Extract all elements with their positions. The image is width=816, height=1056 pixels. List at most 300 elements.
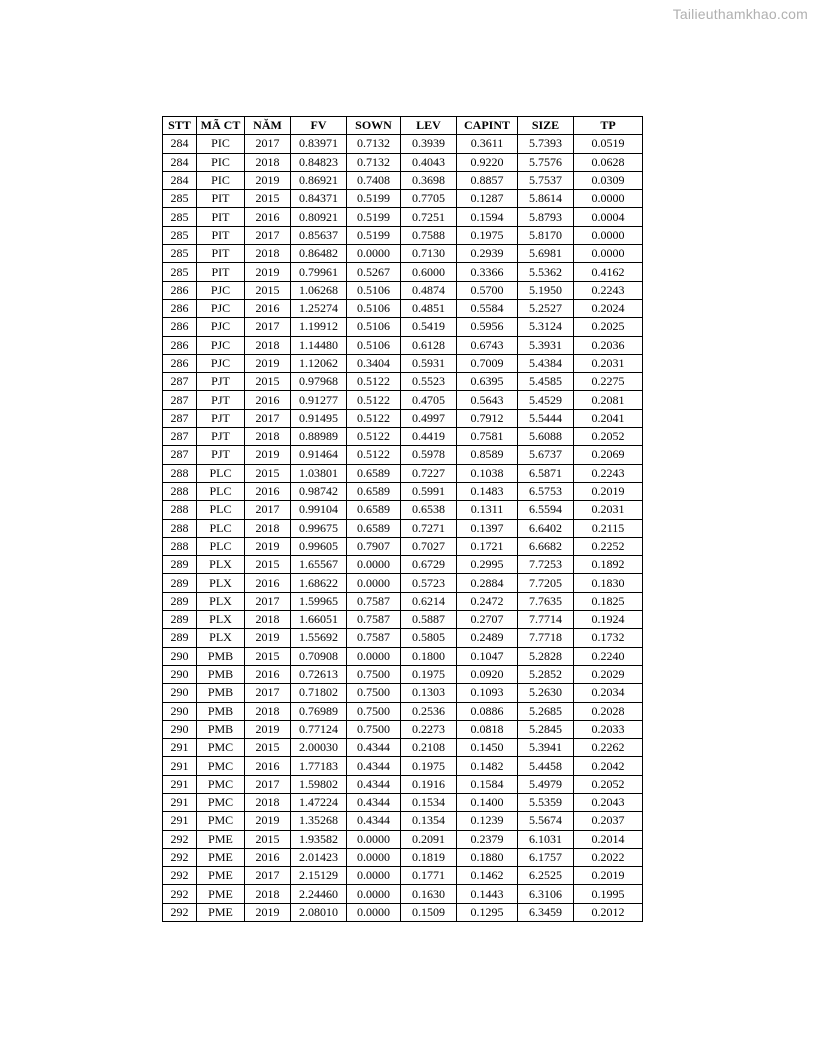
cell-fv: 0.83971 — [291, 135, 347, 153]
cell-nam: 2015 — [245, 190, 291, 208]
cell-tp: 0.2019 — [574, 482, 643, 500]
cell-ma-ct: PLC — [197, 519, 245, 537]
table-row — [163, 702, 643, 720]
cell-capint: 0.1483 — [457, 482, 518, 500]
cell-size: 6.3106 — [518, 885, 574, 903]
cell-stt: 292 — [163, 830, 197, 848]
cell-ma-ct: PIC — [197, 153, 245, 171]
cell-size: 5.5359 — [518, 793, 574, 811]
table-row — [163, 629, 643, 647]
watermark-text: Tailieuthamkhao.com — [672, 6, 808, 22]
table-row — [163, 464, 643, 482]
cell-sown: 0.5267 — [347, 263, 401, 281]
cell-tp: 0.1892 — [574, 556, 643, 574]
cell-capint: 0.1975 — [457, 226, 518, 244]
cell-lev: 0.2536 — [401, 702, 457, 720]
cell-lev: 0.5978 — [401, 446, 457, 464]
table-row — [163, 226, 643, 244]
cell-fv: 0.98742 — [291, 482, 347, 500]
cell-fv: 1.19912 — [291, 318, 347, 336]
cell-tp: 0.2069 — [574, 446, 643, 464]
cell-stt: 291 — [163, 812, 197, 830]
cell-capint: 0.1721 — [457, 537, 518, 555]
cell-fv: 0.84371 — [291, 190, 347, 208]
cell-ma-ct: PME — [197, 867, 245, 885]
cell-lev: 0.5931 — [401, 354, 457, 372]
cell-size: 5.7393 — [518, 135, 574, 153]
data-table — [162, 116, 643, 922]
cell-stt: 285 — [163, 263, 197, 281]
cell-fv: 0.97968 — [291, 373, 347, 391]
cell-capint: 0.5956 — [457, 318, 518, 336]
cell-sown: 0.7132 — [347, 135, 401, 153]
cell-ma-ct: PIT — [197, 226, 245, 244]
cell-sown: 0.5106 — [347, 318, 401, 336]
cell-fv: 1.35268 — [291, 812, 347, 830]
cell-stt: 285 — [163, 245, 197, 263]
column-header-ma-ct: MÃ CT — [197, 117, 245, 135]
table-row — [163, 739, 643, 757]
cell-stt: 287 — [163, 373, 197, 391]
cell-size: 6.2525 — [518, 867, 574, 885]
cell-tp: 0.0004 — [574, 208, 643, 226]
cell-fv: 1.55692 — [291, 629, 347, 647]
cell-stt: 288 — [163, 464, 197, 482]
cell-stt: 289 — [163, 629, 197, 647]
cell-size: 5.2845 — [518, 720, 574, 738]
cell-stt: 292 — [163, 848, 197, 866]
cell-capint: 0.8857 — [457, 171, 518, 189]
cell-ma-ct: PLC — [197, 537, 245, 555]
cell-tp: 0.2036 — [574, 336, 643, 354]
cell-nam: 2017 — [245, 684, 291, 702]
cell-tp: 0.2031 — [574, 354, 643, 372]
cell-tp: 0.4162 — [574, 263, 643, 281]
cell-capint: 0.1295 — [457, 903, 518, 921]
cell-ma-ct: PJT — [197, 391, 245, 409]
cell-nam: 2018 — [245, 611, 291, 629]
column-header-tp: TP — [574, 117, 643, 135]
cell-lev: 0.6729 — [401, 556, 457, 574]
cell-stt: 289 — [163, 611, 197, 629]
cell-tp: 0.0000 — [574, 245, 643, 263]
cell-ma-ct: PIC — [197, 171, 245, 189]
cell-size: 6.1757 — [518, 848, 574, 866]
cell-stt: 290 — [163, 720, 197, 738]
cell-stt: 289 — [163, 574, 197, 592]
cell-lev: 0.7027 — [401, 537, 457, 555]
cell-stt: 288 — [163, 482, 197, 500]
cell-capint: 0.1047 — [457, 647, 518, 665]
cell-sown: 0.5199 — [347, 190, 401, 208]
column-header-fv: FV — [291, 117, 347, 135]
cell-sown: 0.4344 — [347, 812, 401, 830]
cell-ma-ct: PJC — [197, 299, 245, 317]
table-row — [163, 757, 643, 775]
cell-fv: 1.66051 — [291, 611, 347, 629]
column-header-lev: LEV — [401, 117, 457, 135]
cell-fv: 2.01423 — [291, 848, 347, 866]
cell-capint: 0.5584 — [457, 299, 518, 317]
table-row — [163, 153, 643, 171]
cell-capint: 0.3611 — [457, 135, 518, 153]
cell-fv: 1.47224 — [291, 793, 347, 811]
cell-tp: 0.2243 — [574, 464, 643, 482]
cell-ma-ct: PLX — [197, 629, 245, 647]
cell-lev: 0.1975 — [401, 757, 457, 775]
table-row — [163, 373, 643, 391]
cell-capint: 0.6743 — [457, 336, 518, 354]
cell-size: 5.2630 — [518, 684, 574, 702]
table-header-row — [163, 117, 643, 135]
cell-capint: 0.6395 — [457, 373, 518, 391]
cell-nam: 2017 — [245, 409, 291, 427]
cell-nam: 2015 — [245, 464, 291, 482]
cell-nam: 2018 — [245, 519, 291, 537]
cell-capint: 0.0886 — [457, 702, 518, 720]
cell-size: 6.5594 — [518, 501, 574, 519]
cell-nam: 2019 — [245, 263, 291, 281]
cell-sown: 0.0000 — [347, 830, 401, 848]
cell-sown: 0.7500 — [347, 684, 401, 702]
cell-stt: 285 — [163, 208, 197, 226]
cell-size: 5.8170 — [518, 226, 574, 244]
cell-size: 6.6682 — [518, 537, 574, 555]
cell-size: 5.7537 — [518, 171, 574, 189]
cell-fv: 1.14480 — [291, 336, 347, 354]
cell-capint: 0.5643 — [457, 391, 518, 409]
cell-ma-ct: PIT — [197, 263, 245, 281]
cell-lev: 0.1819 — [401, 848, 457, 866]
cell-tp: 0.2012 — [574, 903, 643, 921]
cell-size: 7.7635 — [518, 592, 574, 610]
cell-stt: 290 — [163, 647, 197, 665]
cell-stt: 292 — [163, 885, 197, 903]
cell-tp: 0.2025 — [574, 318, 643, 336]
cell-nam: 2018 — [245, 153, 291, 171]
cell-nam: 2015 — [245, 556, 291, 574]
cell-fv: 0.80921 — [291, 208, 347, 226]
cell-nam: 2018 — [245, 702, 291, 720]
cell-ma-ct: PMB — [197, 647, 245, 665]
cell-ma-ct: PLX — [197, 574, 245, 592]
cell-tp: 0.0519 — [574, 135, 643, 153]
cell-tp: 0.2052 — [574, 775, 643, 793]
cell-fv: 1.12062 — [291, 354, 347, 372]
cell-lev: 0.3698 — [401, 171, 457, 189]
cell-fv: 0.86482 — [291, 245, 347, 263]
cell-ma-ct: PMC — [197, 775, 245, 793]
cell-lev: 0.1354 — [401, 812, 457, 830]
cell-tp: 0.2029 — [574, 665, 643, 683]
cell-tp: 0.0000 — [574, 190, 643, 208]
cell-lev: 0.2108 — [401, 739, 457, 757]
cell-ma-ct: PLX — [197, 556, 245, 574]
cell-ma-ct: PIT — [197, 208, 245, 226]
cell-nam: 2017 — [245, 135, 291, 153]
cell-sown: 0.3404 — [347, 354, 401, 372]
cell-nam: 2019 — [245, 171, 291, 189]
cell-nam: 2018 — [245, 336, 291, 354]
cell-sown: 0.0000 — [347, 647, 401, 665]
cell-capint: 0.7009 — [457, 354, 518, 372]
cell-tp: 0.0000 — [574, 226, 643, 244]
cell-ma-ct: PJT — [197, 428, 245, 446]
cell-lev: 0.1630 — [401, 885, 457, 903]
cell-ma-ct: PIT — [197, 245, 245, 263]
cell-lev: 0.5887 — [401, 611, 457, 629]
table-row — [163, 867, 643, 885]
cell-ma-ct: PLX — [197, 611, 245, 629]
cell-lev: 0.7227 — [401, 464, 457, 482]
cell-stt: 288 — [163, 519, 197, 537]
cell-fv: 0.79961 — [291, 263, 347, 281]
cell-fv: 2.00030 — [291, 739, 347, 757]
cell-sown: 0.4344 — [347, 757, 401, 775]
cell-nam: 2017 — [245, 501, 291, 519]
table-row — [163, 354, 643, 372]
cell-sown: 0.0000 — [347, 885, 401, 903]
cell-fv: 1.06268 — [291, 281, 347, 299]
cell-ma-ct: PMB — [197, 684, 245, 702]
cell-lev: 0.1303 — [401, 684, 457, 702]
cell-stt: 289 — [163, 556, 197, 574]
cell-nam: 2016 — [245, 665, 291, 683]
cell-size: 5.3931 — [518, 336, 574, 354]
table-row — [163, 647, 643, 665]
cell-stt: 288 — [163, 501, 197, 519]
cell-tp: 0.2240 — [574, 647, 643, 665]
cell-size: 5.4458 — [518, 757, 574, 775]
cell-nam: 2018 — [245, 885, 291, 903]
cell-size: 7.7205 — [518, 574, 574, 592]
cell-fv: 2.08010 — [291, 903, 347, 921]
cell-nam: 2019 — [245, 903, 291, 921]
cell-tp: 0.1732 — [574, 629, 643, 647]
cell-stt: 285 — [163, 226, 197, 244]
cell-lev: 0.1534 — [401, 793, 457, 811]
cell-nam: 2017 — [245, 318, 291, 336]
cell-lev: 0.3939 — [401, 135, 457, 153]
table-row — [163, 592, 643, 610]
cell-capint: 0.1239 — [457, 812, 518, 830]
cell-fv: 1.68622 — [291, 574, 347, 592]
cell-sown: 0.6589 — [347, 501, 401, 519]
cell-fv: 1.77183 — [291, 757, 347, 775]
cell-sown: 0.5199 — [347, 226, 401, 244]
table-row — [163, 281, 643, 299]
cell-size: 5.3941 — [518, 739, 574, 757]
cell-sown: 0.6589 — [347, 482, 401, 500]
cell-size: 5.3124 — [518, 318, 574, 336]
cell-lev: 0.4851 — [401, 299, 457, 317]
cell-fv: 0.71802 — [291, 684, 347, 702]
cell-sown: 0.7587 — [347, 611, 401, 629]
cell-ma-ct: PLC — [197, 501, 245, 519]
cell-tp: 0.1830 — [574, 574, 643, 592]
cell-sown: 0.5122 — [347, 373, 401, 391]
cell-nam: 2018 — [245, 793, 291, 811]
cell-tp: 0.2262 — [574, 739, 643, 757]
cell-capint: 0.9220 — [457, 153, 518, 171]
cell-sown: 0.7587 — [347, 592, 401, 610]
cell-nam: 2017 — [245, 226, 291, 244]
cell-nam: 2019 — [245, 537, 291, 555]
cell-capint: 0.1443 — [457, 885, 518, 903]
cell-lev: 0.6214 — [401, 592, 457, 610]
cell-lev: 0.5523 — [401, 373, 457, 391]
cell-stt: 284 — [163, 153, 197, 171]
column-header-sown: SOWN — [347, 117, 401, 135]
cell-sown: 0.5199 — [347, 208, 401, 226]
cell-lev: 0.6000 — [401, 263, 457, 281]
cell-nam: 2019 — [245, 720, 291, 738]
cell-sown: 0.7132 — [347, 153, 401, 171]
cell-lev: 0.7271 — [401, 519, 457, 537]
cell-tp: 0.2028 — [574, 702, 643, 720]
cell-tp: 0.2037 — [574, 812, 643, 830]
cell-stt: 284 — [163, 135, 197, 153]
table-row — [163, 885, 643, 903]
cell-size: 5.2527 — [518, 299, 574, 317]
table-row — [163, 775, 643, 793]
cell-size: 5.2828 — [518, 647, 574, 665]
cell-stt: 286 — [163, 299, 197, 317]
cell-nam: 2017 — [245, 592, 291, 610]
cell-capint: 0.1093 — [457, 684, 518, 702]
cell-nam: 2016 — [245, 757, 291, 775]
cell-stt: 291 — [163, 757, 197, 775]
cell-tp: 0.1924 — [574, 611, 643, 629]
cell-stt: 292 — [163, 903, 197, 921]
cell-size: 5.5362 — [518, 263, 574, 281]
cell-ma-ct: PLC — [197, 464, 245, 482]
cell-fv: 0.84823 — [291, 153, 347, 171]
cell-size: 5.4529 — [518, 391, 574, 409]
cell-sown: 0.0000 — [347, 245, 401, 263]
cell-sown: 0.5122 — [347, 428, 401, 446]
cell-stt: 291 — [163, 793, 197, 811]
cell-ma-ct: PIC — [197, 135, 245, 153]
cell-capint: 0.1287 — [457, 190, 518, 208]
table-row — [163, 135, 643, 153]
cell-capint: 0.1482 — [457, 757, 518, 775]
cell-lev: 0.5805 — [401, 629, 457, 647]
cell-capint: 0.2995 — [457, 556, 518, 574]
cell-fv: 0.72613 — [291, 665, 347, 683]
cell-capint: 0.1584 — [457, 775, 518, 793]
cell-nam: 2017 — [245, 867, 291, 885]
table-row — [163, 171, 643, 189]
cell-capint: 0.8589 — [457, 446, 518, 464]
cell-stt: 290 — [163, 665, 197, 683]
cell-fv: 1.25274 — [291, 299, 347, 317]
cell-lev: 0.1916 — [401, 775, 457, 793]
cell-tp: 0.2042 — [574, 757, 643, 775]
table-row — [163, 391, 643, 409]
table-row — [163, 665, 643, 683]
cell-lev: 0.1800 — [401, 647, 457, 665]
cell-sown: 0.4344 — [347, 775, 401, 793]
cell-capint: 0.2379 — [457, 830, 518, 848]
cell-capint: 0.1450 — [457, 739, 518, 757]
cell-stt: 287 — [163, 428, 197, 446]
table-body — [163, 135, 643, 922]
cell-size: 7.7253 — [518, 556, 574, 574]
cell-nam: 2019 — [245, 812, 291, 830]
cell-tp: 0.2115 — [574, 519, 643, 537]
cell-fv: 0.91495 — [291, 409, 347, 427]
cell-size: 6.3459 — [518, 903, 574, 921]
cell-fv: 1.65567 — [291, 556, 347, 574]
cell-tp: 0.2041 — [574, 409, 643, 427]
cell-tp: 0.2019 — [574, 867, 643, 885]
cell-tp: 0.2022 — [574, 848, 643, 866]
column-header-capint: CAPINT — [457, 117, 518, 135]
cell-size: 5.6088 — [518, 428, 574, 446]
cell-lev: 0.1771 — [401, 867, 457, 885]
cell-tp: 0.1825 — [574, 592, 643, 610]
cell-capint: 0.1462 — [457, 867, 518, 885]
table-row — [163, 903, 643, 921]
cell-nam: 2019 — [245, 446, 291, 464]
cell-tp: 0.2034 — [574, 684, 643, 702]
cell-sown: 0.0000 — [347, 867, 401, 885]
column-header-size: SIZE — [518, 117, 574, 135]
column-header-nam: NĂM — [245, 117, 291, 135]
cell-lev: 0.7251 — [401, 208, 457, 226]
cell-capint: 0.1594 — [457, 208, 518, 226]
cell-size: 5.8793 — [518, 208, 574, 226]
cell-tp: 0.2252 — [574, 537, 643, 555]
cell-tp: 0.2033 — [574, 720, 643, 738]
cell-stt: 285 — [163, 190, 197, 208]
cell-ma-ct: PMC — [197, 812, 245, 830]
cell-ma-ct: PME — [197, 830, 245, 848]
cell-capint: 0.5700 — [457, 281, 518, 299]
cell-stt: 288 — [163, 537, 197, 555]
cell-sown: 0.5122 — [347, 409, 401, 427]
cell-nam: 2019 — [245, 629, 291, 647]
cell-nam: 2017 — [245, 775, 291, 793]
cell-nam: 2018 — [245, 428, 291, 446]
cell-capint: 0.1880 — [457, 848, 518, 866]
cell-fv: 0.99675 — [291, 519, 347, 537]
cell-fv: 0.85637 — [291, 226, 347, 244]
table-row — [163, 793, 643, 811]
table-row — [163, 245, 643, 263]
cell-capint: 0.2707 — [457, 611, 518, 629]
cell-ma-ct: PLC — [197, 482, 245, 500]
cell-size: 5.8614 — [518, 190, 574, 208]
cell-tp: 0.1995 — [574, 885, 643, 903]
cell-ma-ct: PMB — [197, 702, 245, 720]
cell-capint: 0.1397 — [457, 519, 518, 537]
cell-size: 5.5444 — [518, 409, 574, 427]
cell-sown: 0.6589 — [347, 464, 401, 482]
cell-fv: 1.93582 — [291, 830, 347, 848]
cell-size: 5.2685 — [518, 702, 574, 720]
cell-ma-ct: PJT — [197, 409, 245, 427]
cell-nam: 2015 — [245, 739, 291, 757]
cell-stt: 287 — [163, 409, 197, 427]
cell-size: 5.4585 — [518, 373, 574, 391]
cell-fv: 0.91277 — [291, 391, 347, 409]
cell-size: 6.5753 — [518, 482, 574, 500]
cell-size: 6.5871 — [518, 464, 574, 482]
table-row — [163, 190, 643, 208]
cell-sown: 0.5122 — [347, 391, 401, 409]
